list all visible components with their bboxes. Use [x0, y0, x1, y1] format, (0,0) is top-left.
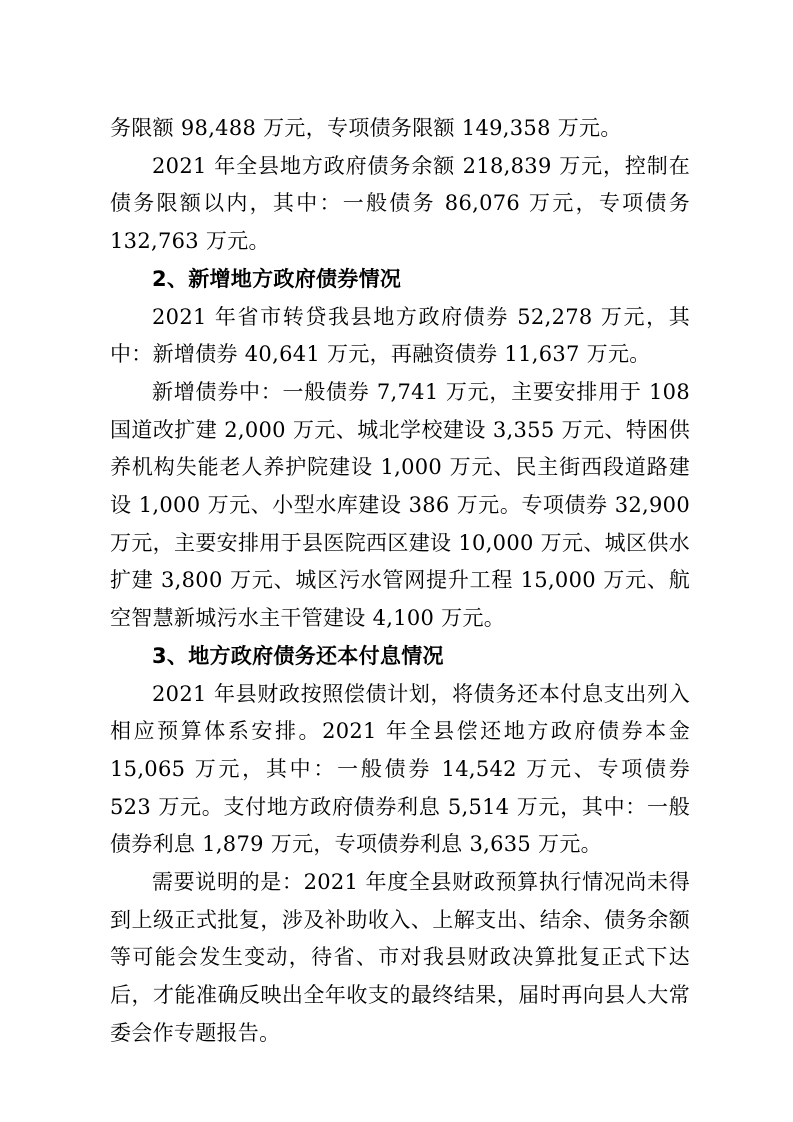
- section-heading-new-bonds: 2、新增地方政府债券情况: [152, 266, 402, 291]
- paragraph-debt-limit-continuation: 务限额 98,488 万元，专项债务限额 149,358 万元。: [110, 116, 622, 140]
- paragraph-new-bond-allocation: 新增债券中：一般债券 7,741 万元，主要安排用于 108 国道改扩建 2,000 万元、城北学校建设 3,355 万元、特困供养机构失能老人养护院建设 1,000 万元、民主街西段道路建设 1,000 万元、小型水库建设 386 万元。专项债券 32,900 万元，主要安排用于县医院西区建设 10,000 万元、城区供水扩建 3,800 万元、城区污水管网提升工程 15,000 万元、航空智慧新城污水主干管建设 4,100 万元。: [110, 379, 690, 631]
- section-heading-repayment: 3、地方政府债务还本付息情况: [152, 643, 444, 668]
- paragraph-repayment-details: 2021 年县财政按照偿债计划，将债务还本付息支出列入相应预算体系安排。2021 年全县偿还地方政府债券本金 15,065 万元，其中：一般债券 14,542 万元、专项债券 523 万元。支付地方政府债券利息 5,514 万元，其中：一般债券利息 1,879 万元，专项债券利息 3,635 万元。: [110, 681, 690, 857]
- paragraph-debt-balance: 2021 年全县地方政府债务余额 218,839 万元，控制在债务限额以内，其中：一般债务 86,076 万元，专项债务 132,763 万元。: [110, 153, 690, 254]
- paragraph-note: 需要说明的是：2021 年度全县财政预算执行情况尚未得到上级正式批复，涉及补助收入、上解支出、结余、债务余额等可能会发生变动，待省、市对我县财政决算批复正式下达后，才能准确反映出全年收支的最终结果，届时再向县人大常委会作专题报告。: [110, 870, 690, 1045]
- paragraph-transferred-bonds: 2021 年省市转贷我县地方政府债券 52,278 万元，其中：新增债券 40,641 万元，再融资债券 11,637 万元。: [110, 304, 690, 367]
- document-body: [110, 110, 690, 1053]
